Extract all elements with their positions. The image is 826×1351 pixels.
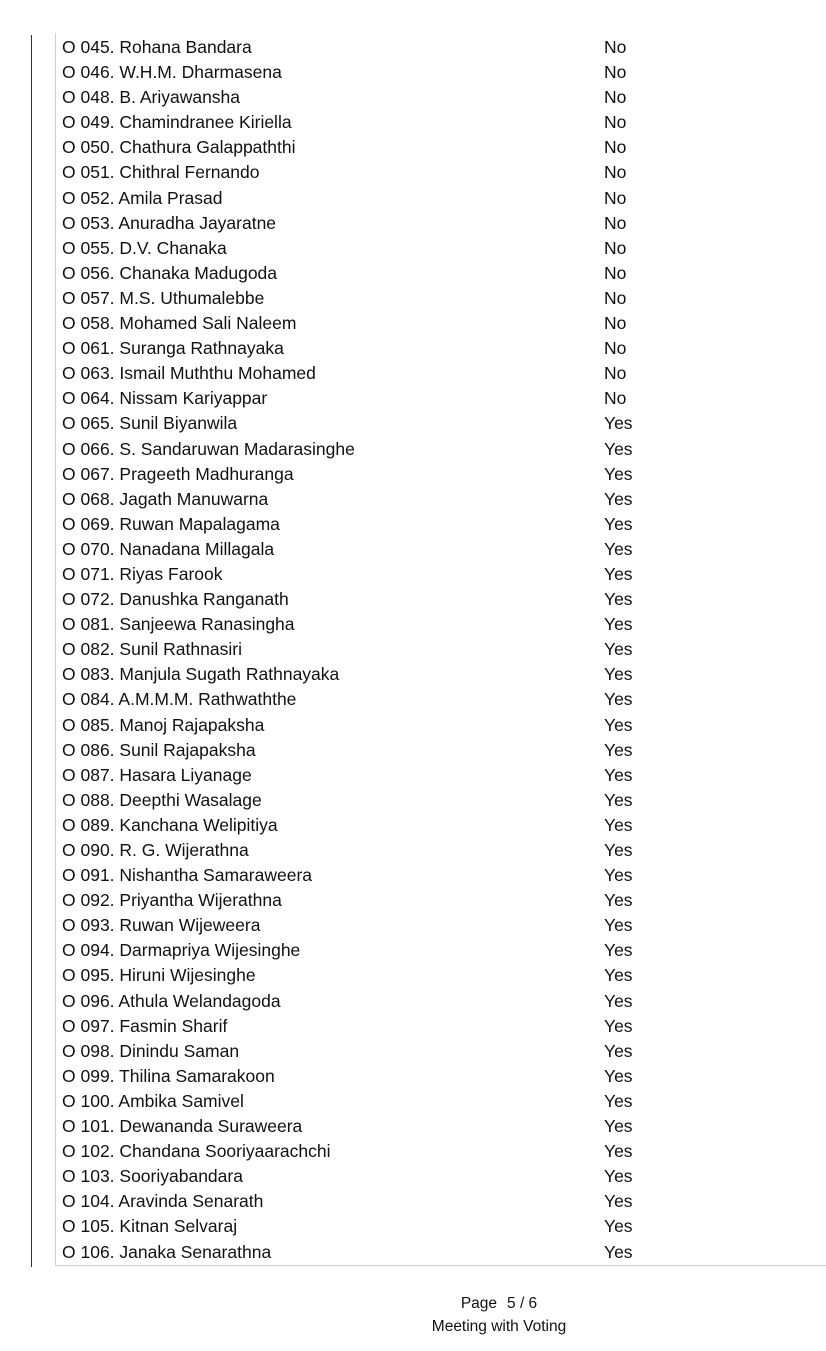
table-row	[62, 763, 822, 788]
member-name: O 070. Nanadana Millagala	[62, 538, 275, 559]
member-name: O 048. B. Ariyawansha	[62, 87, 241, 108]
vote-value: Yes	[604, 614, 633, 635]
vote-value: Yes	[604, 940, 633, 961]
vote-value: No	[604, 187, 627, 208]
vote-value: Yes	[604, 1090, 633, 1111]
vote-value: Yes	[604, 1216, 633, 1237]
table-row	[62, 838, 822, 863]
vote-value: Yes	[604, 990, 633, 1011]
member-name: O 084. A.M.M.M. Rathwaththe	[62, 689, 297, 710]
member-name: O 101. Dewananda Suraweera	[62, 1116, 303, 1137]
left-margin-rule	[31, 35, 32, 1267]
member-name: O 064. Nissam Kariyappar	[62, 388, 268, 409]
member-name: O 050. Chathura Galappaththi	[62, 137, 296, 158]
table-row	[62, 1189, 822, 1214]
table-row	[62, 437, 822, 462]
member-name: O 049. Chamindranee Kiriella	[62, 112, 292, 133]
table-row	[62, 135, 822, 160]
meeting-title: Meeting with Voting	[431, 1318, 567, 1335]
member-name: O 097. Fasmin Sharif	[62, 1015, 228, 1036]
table-row	[62, 311, 822, 336]
member-name: O 063. Ismail Muththu Mohamed	[62, 363, 316, 384]
table-row	[62, 487, 822, 512]
table-row	[62, 60, 822, 85]
vote-value: Yes	[604, 513, 633, 534]
table-row	[62, 1064, 822, 1089]
vote-value: Yes	[604, 764, 633, 785]
table-row	[62, 713, 822, 738]
table-row	[62, 888, 822, 913]
vote-value: Yes	[604, 1015, 633, 1036]
vote-table	[62, 35, 822, 1265]
table-row	[62, 788, 822, 813]
vote-value: Yes	[604, 689, 633, 710]
vote-value: Yes	[604, 563, 633, 584]
vote-value: Yes	[604, 965, 633, 986]
vote-value: Yes	[604, 789, 633, 810]
vote-value: Yes	[604, 488, 633, 509]
vote-value: Yes	[604, 664, 633, 685]
member-name: O 051. Chithral Fernando	[62, 162, 260, 183]
table-row	[62, 1164, 822, 1189]
table-row	[62, 211, 822, 236]
table-row	[62, 236, 822, 261]
vote-value: Yes	[604, 538, 633, 559]
vote-value: Yes	[604, 1191, 633, 1212]
page-number: 5 / 6	[507, 1295, 538, 1312]
member-name: O 057. M.S. Uthumalebbe	[62, 287, 265, 308]
vote-value: No	[604, 137, 627, 158]
table-row	[62, 989, 822, 1014]
member-name: O 072. Danushka Ranganath	[62, 589, 289, 610]
vote-value: Yes	[604, 1116, 633, 1137]
vote-value: No	[604, 37, 627, 57]
member-name: O 105. Kitnan Selvaraj	[62, 1216, 238, 1237]
vote-value: Yes	[604, 865, 633, 886]
vote-value: Yes	[604, 739, 633, 760]
vote-value: Yes	[604, 1065, 633, 1086]
table-row	[62, 186, 822, 211]
member-name: O 053. Anuradha Jayaratne	[62, 212, 277, 233]
table-row	[62, 1089, 822, 1114]
vote-value: No	[604, 287, 627, 308]
member-name: O 104. Aravinda Senarath	[62, 1191, 264, 1212]
table-row	[62, 913, 822, 938]
vote-value: No	[604, 313, 627, 334]
table-row	[62, 863, 822, 888]
table-row	[62, 662, 822, 687]
member-name: O 085. Manoj Rajapaksha	[62, 714, 265, 735]
member-name: O 086. Sunil Rajapaksha	[62, 739, 256, 760]
vote-value: Yes	[604, 890, 633, 911]
vote-value: Yes	[604, 1141, 633, 1162]
vote-value: Yes	[604, 589, 633, 610]
member-name: O 087. Hasara Liyanage	[62, 764, 252, 785]
table-row	[62, 386, 822, 411]
member-name: O 083. Manjula Sugath Rathnayaka	[62, 664, 340, 685]
table-row	[62, 1014, 822, 1039]
member-name: O 069. Ruwan Mapalagama	[62, 513, 280, 534]
vote-value: Yes	[604, 463, 633, 484]
vote-value: Yes	[604, 714, 633, 735]
table-row	[62, 813, 822, 838]
table-row	[62, 160, 822, 185]
vote-value: No	[604, 87, 627, 108]
member-name: O 103. Sooriyabandara	[62, 1166, 243, 1187]
member-name: O 092. Priyantha Wijerathna	[62, 890, 282, 911]
vote-value: No	[604, 112, 627, 133]
member-name: O 052. Amila Prasad	[62, 187, 223, 208]
vote-value: No	[604, 62, 627, 83]
vote-value: No	[604, 338, 627, 359]
member-name: O 068. Jagath Manuwarna	[62, 488, 269, 509]
vote-value: Yes	[604, 1241, 633, 1262]
table-row	[62, 738, 822, 763]
member-name: O 102. Chandana Sooriyaarachchi	[62, 1141, 331, 1162]
table-row	[62, 35, 822, 60]
member-name: O 071. Riyas Farook	[62, 563, 223, 584]
page-indicator	[86, 1295, 826, 1313]
vote-value: Yes	[604, 438, 633, 459]
table-row	[62, 1039, 822, 1064]
vote-value: Yes	[604, 1040, 633, 1061]
table-row	[62, 637, 822, 662]
table-row	[62, 411, 822, 436]
table-row	[62, 1214, 822, 1239]
vote-value: Yes	[604, 915, 633, 936]
table-row	[62, 1139, 822, 1164]
member-name: O 065. Sunil Biyanwila	[62, 413, 238, 434]
table-row	[62, 462, 822, 487]
vote-value: Yes	[604, 840, 633, 860]
vote-value: No	[604, 162, 627, 183]
vote-value: Yes	[604, 1166, 633, 1187]
table-row	[62, 587, 822, 612]
table-row	[62, 336, 822, 361]
member-name: O 082. Sunil Rathnasiri	[62, 639, 242, 660]
member-name: O 093. Ruwan Wijeweera	[62, 915, 261, 936]
member-name: O 081. Sanjeewa Ranasingha	[62, 614, 295, 635]
member-name: O 094. Darmapriya Wijesinghe	[62, 940, 301, 961]
member-name: O 055. D.V. Chanaka	[62, 237, 227, 258]
table-row	[62, 612, 822, 637]
member-name: O 058. Mohamed Sali Naleem	[62, 313, 297, 334]
member-name: O 091. Nishantha Samaraweera	[62, 865, 312, 886]
table-row	[62, 512, 822, 537]
vote-value: No	[604, 388, 627, 409]
table-row	[62, 537, 822, 562]
vote-value: No	[604, 363, 627, 384]
member-name: O 100. Ambika Samivel	[62, 1090, 244, 1111]
member-name: O 067. Prageeth Madhuranga	[62, 463, 294, 484]
table-row	[62, 562, 822, 587]
table-row	[62, 687, 822, 712]
vote-value: Yes	[604, 814, 633, 835]
member-name: O 095. Hiruni Wijesinghe	[62, 965, 256, 986]
table-row	[62, 963, 822, 988]
member-name: O 045. Rohana Bandara	[62, 37, 252, 57]
table-row	[62, 361, 822, 386]
member-name: O 066. S. Sandaruwan Madarasinghe	[62, 438, 355, 459]
member-name: O 096. Athula Welandagoda	[62, 990, 281, 1011]
table-row	[62, 85, 822, 110]
vote-value: No	[604, 237, 627, 258]
member-name: O 061. Suranga Rathnayaka	[62, 338, 284, 359]
page-label: Page	[460, 1295, 498, 1312]
table-row	[62, 938, 822, 963]
table-row	[62, 286, 822, 311]
vote-value: No	[604, 212, 627, 233]
member-name: O 056. Chanaka Madugoda	[62, 262, 278, 283]
vote-value: No	[604, 262, 627, 283]
vote-value: Yes	[604, 639, 633, 660]
member-name: O 089. Kanchana Welipitiya	[62, 814, 278, 835]
member-name: O 088. Deepthi Wasalage	[62, 789, 262, 810]
table-row	[62, 261, 822, 286]
vote-value: Yes	[604, 413, 633, 434]
table-row	[62, 1240, 822, 1265]
table-row	[62, 110, 822, 135]
table-row	[62, 1114, 822, 1139]
member-name: O 106. Janaka Senarathna	[62, 1241, 272, 1262]
member-name: O 090. R. G. Wijerathna	[62, 840, 249, 860]
member-name: O 098. Dinindu Saman	[62, 1040, 240, 1061]
member-name: O 046. W.H.M. Dharmasena	[62, 62, 282, 83]
member-name: O 099. Thilina Samarakoon	[62, 1065, 275, 1086]
